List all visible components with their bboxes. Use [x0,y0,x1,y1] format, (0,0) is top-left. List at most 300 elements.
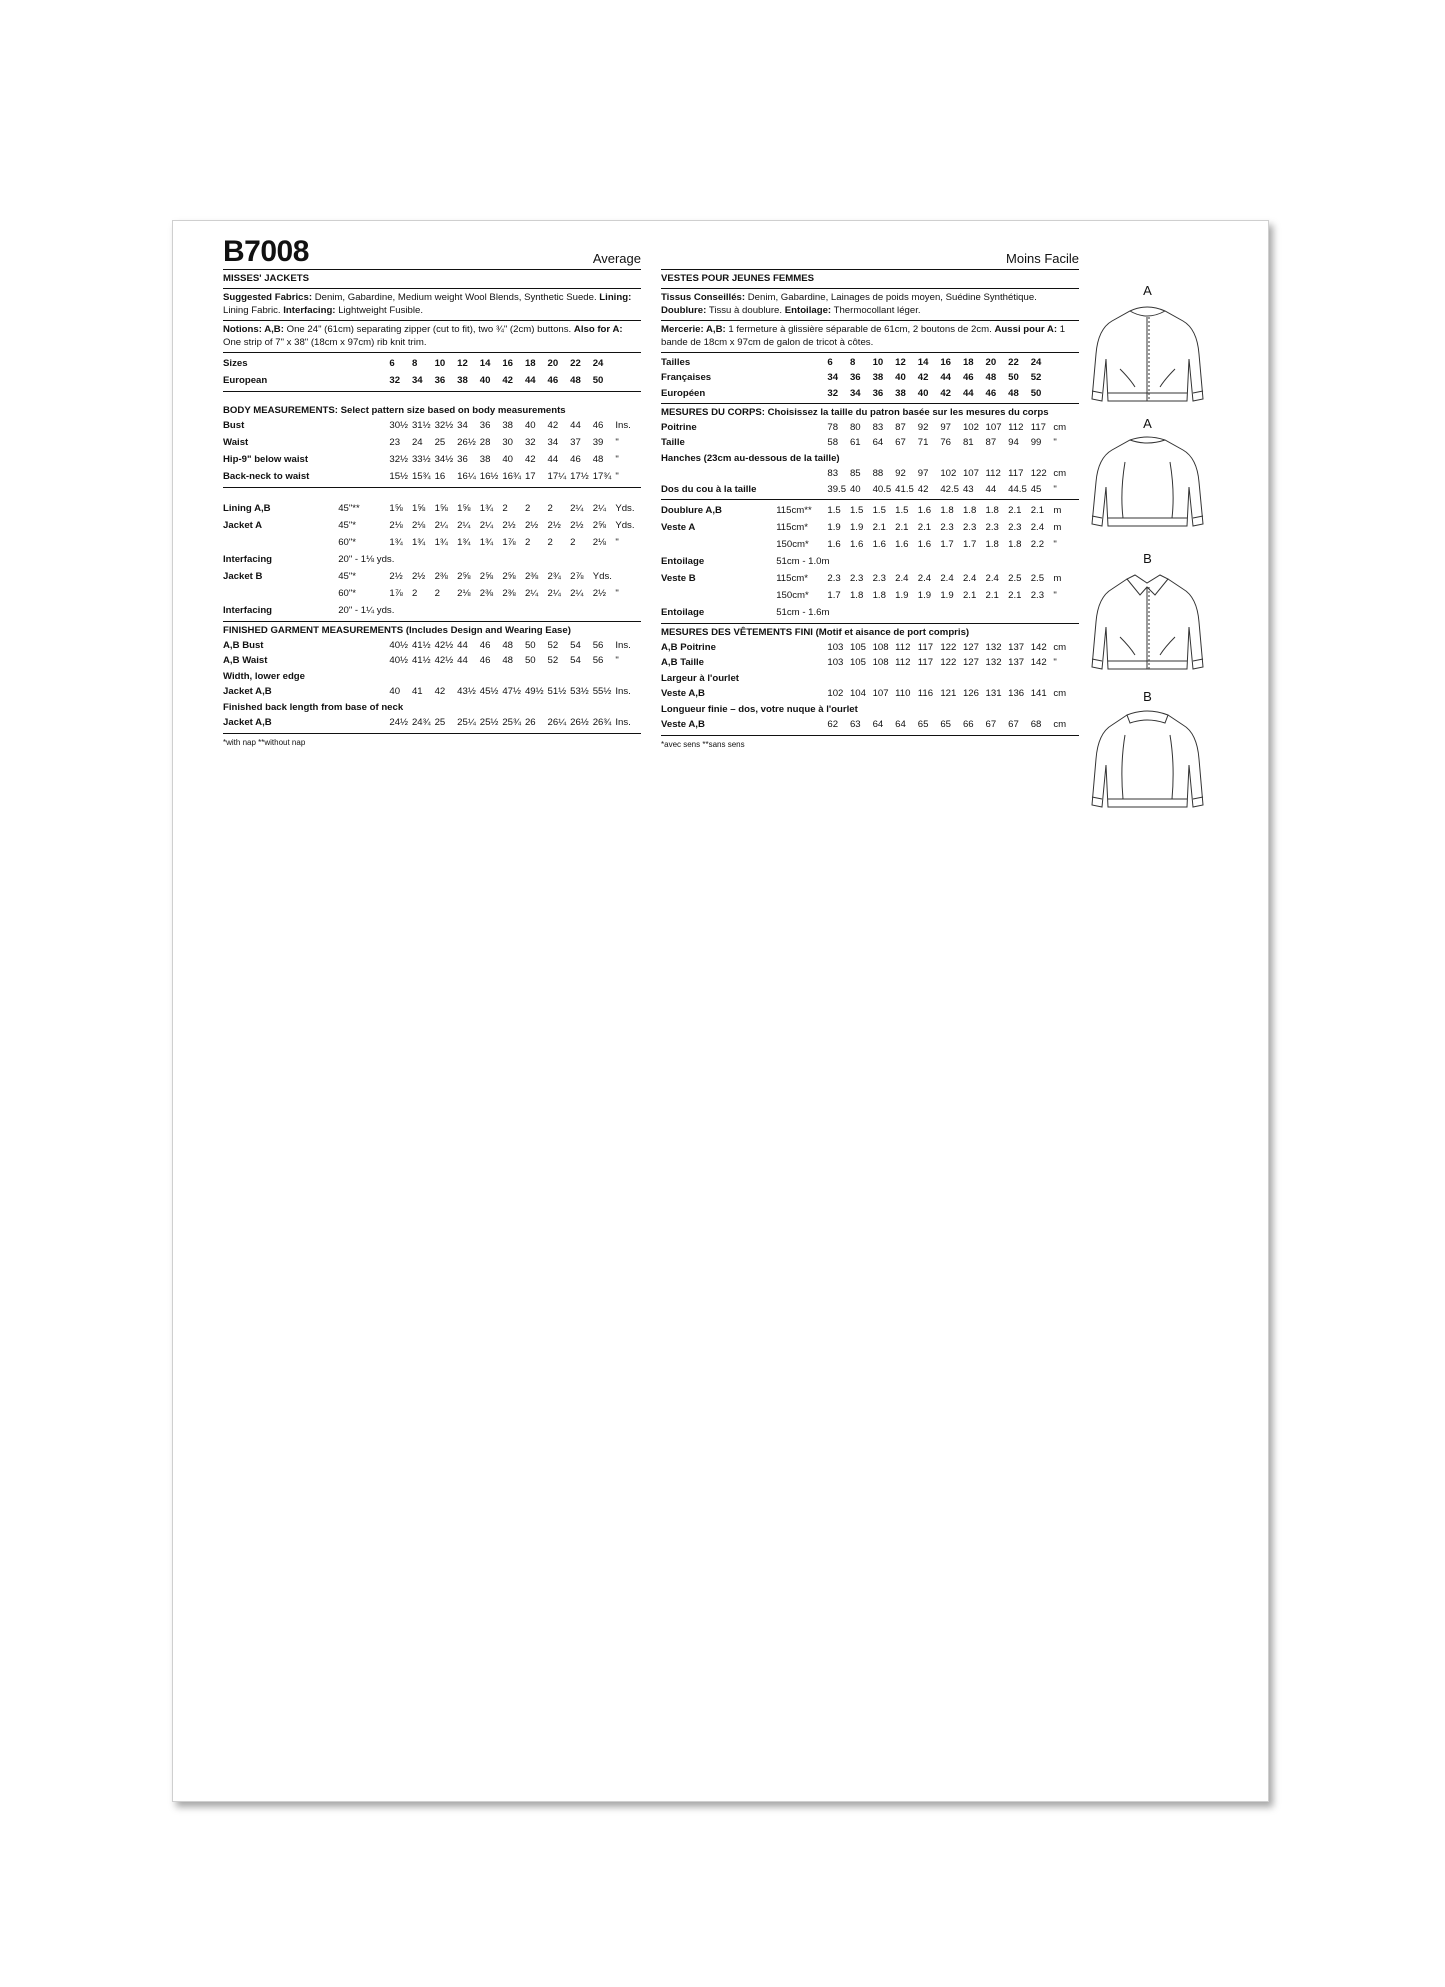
table-cell: 2.1 [962,590,977,601]
table-cell [338,468,389,485]
french-column [661,221,1079,749]
table-cell: 115cm* [776,573,809,584]
table-cell: 25 [434,717,446,728]
table-cell: 44.5 [1008,483,1027,495]
table-cell: 81 [962,437,974,448]
table-cell [1053,370,1079,386]
table-cell: 2⅛ [592,537,607,548]
sizes-section-fr [661,353,1079,405]
table-cell: 34 [849,387,861,399]
view-letter: B [1143,689,1152,704]
table-cell: 2¼ [479,520,494,531]
table-cell: 24½ [389,717,409,728]
table-cell: 31½ [411,420,431,431]
also-text-fr: 1 bande de 18cm x 97cm de galon de tricot à côtes. [661,323,1066,348]
row-label: Jacket A,B [223,717,272,728]
table-cell: 26¼ [547,717,567,728]
table-cell: 112 [895,641,911,653]
row-label: Waist [223,437,249,448]
row-label: A,B Bust [223,639,264,651]
table-cell: 2 [411,588,418,599]
row-label: Interfacing [223,605,273,616]
table-cell: 117 [1008,468,1024,479]
table-cell: 2½ [547,520,561,531]
table-cell: 16½ [479,471,499,482]
table-cell [615,568,641,585]
table-cell: 26½ [457,437,476,448]
table-cell: 34 [457,420,468,431]
table-cell [338,355,389,372]
table-cell: 2.1 [1008,590,1022,601]
table-cell: 16¾ [502,471,522,482]
table-cell: 2.1 [895,522,909,533]
table-cell: 2 [434,588,440,599]
table-cell [776,355,827,371]
table-cell: 38 [895,387,906,399]
row-label: Veste A,B [661,719,705,730]
table-cell: 103 [827,657,844,668]
table-cell: " [1053,590,1057,601]
table-cell: 1.6 [872,539,886,550]
footnote-fr: *avec sens **sans sens [661,739,745,749]
body-measurements-table-fr [661,420,1079,498]
body-measurements-section [223,402,641,489]
table-row [223,372,641,389]
table-row [661,536,1079,553]
table-cell: 41 [411,686,423,697]
yardage-section [223,498,641,622]
table-cell: 17¾ [592,471,612,482]
table-cell [338,653,389,669]
notions-label: Notions: A,B: [223,323,284,335]
table-row [223,417,641,434]
table-row [223,551,641,568]
table-cell: 60"* [338,537,356,548]
table-cell: 20" - 1¼ yds. [338,605,395,616]
table-cell: 104 [849,688,866,699]
table-cell: 2¼ [592,503,607,514]
table-cell: 2¼ [524,588,539,599]
table-cell: " [615,454,619,465]
table-cell: " [615,471,619,482]
table-cell: 1.8 [849,590,864,601]
table-cell: 1.5 [827,505,841,516]
table-cell: cm [1053,719,1067,730]
table-cell: 115cm** [776,505,812,516]
table-row [661,640,1079,656]
table-cell: 48 [502,639,514,651]
table-cell: 14 [479,357,491,369]
table-cell: 32½ [434,420,454,431]
table-row [661,686,1079,702]
table-cell [776,435,827,451]
interfacing-label-fr: Entoilage: [784,305,832,316]
table-cell: 58 [827,437,839,448]
table-cell: 43 [962,483,974,495]
table-cell: 1¾ [457,537,471,548]
table-cell: 2.4 [1030,522,1045,533]
table-cell: 46 [479,655,491,666]
finished-measurements-table [223,638,641,731]
table-cell: 2¼ [547,588,561,599]
table-cell: " [1053,437,1057,448]
table-row [223,684,641,700]
table-cell: 2¼ [570,588,584,599]
table-cell: 2½ [502,520,516,531]
table-cell: 94 [1008,437,1019,448]
table-row [223,602,641,619]
table-cell: 40 [895,372,906,383]
notions-text: One 24" (61cm) separating zipper (cut to fit), two ¾" (2cm) buttons. [286,323,572,335]
table-cell: 40.5 [872,483,892,495]
table-cell: 1.8 [962,505,977,516]
table-cell: 38 [479,454,491,465]
table-cell: 2¼ [434,520,448,531]
table-cell: 37 [570,437,581,448]
table-cell [338,372,389,389]
row-label: Jacket A [223,520,263,531]
table-cell: 141 [1030,688,1047,699]
table-cell: 24 [592,357,604,369]
table-cell: 2 [570,537,576,548]
table-cell: 2⅝ [502,571,516,582]
table-cell: 54 [570,655,581,666]
table-cell: 1⅞ [502,537,516,548]
row-label: Jacket A,B [223,686,272,697]
table-cell: 2.4 [917,573,932,584]
table-cell: 36 [479,420,491,431]
table-cell: 2½ [570,520,584,531]
table-cell: " [615,437,619,448]
table-cell: 50 [1008,372,1019,383]
row-label: Largeur à l'ourlet [661,672,739,684]
table-cell: 50 [592,374,604,386]
table-cell: m [1053,505,1062,516]
jacket-b-back-icon [1085,705,1210,820]
table-cell: 45"* [338,520,356,531]
table-cell: Ins. [615,686,631,697]
table-cell: 34 [547,437,559,448]
table-cell: 50 [524,639,536,651]
row-label: Européen [661,387,706,399]
table-cell: 1⅝ [411,503,426,514]
table-row [223,355,641,372]
table-cell: 17¼ [547,471,567,482]
table-cell: 24 [1030,356,1042,368]
table-cell: 67 [1008,719,1019,730]
table-cell: 2.3 [827,573,841,584]
table-cell: 2⅝ [457,571,471,582]
table-cell: 42 [547,420,559,431]
table-cell [776,686,827,702]
row-label: Sizes [223,357,248,369]
jacket-a-front-icon [1085,299,1210,414]
table-cell: 122 [940,657,957,668]
table-cell: 2.3 [1030,590,1045,601]
table-cell [615,372,641,389]
table-cell: 16 [940,356,952,368]
english-header [223,221,641,270]
row-label: Entoilage [661,556,705,567]
table-cell [338,715,389,731]
table-cell: 1⅝ [389,503,403,514]
row-label: Longueur finie – dos, votre nuque à l'ourlet [661,703,858,715]
table-row [661,519,1079,536]
table-cell: 107 [962,468,979,479]
table-cell: 2⅛ [457,588,471,599]
table-cell: 44 [524,374,536,386]
table-cell: Yds. [615,520,635,531]
table-row [661,502,1079,519]
view-a-front [1085,283,1210,419]
table-cell: 67 [895,437,906,448]
table-cell: 42 [917,483,929,495]
table-cell: 108 [872,641,889,653]
table-cell: 2.3 [872,573,886,584]
table-cell: 46 [570,454,581,465]
footnote: *with nap **without nap [223,737,306,747]
table-cell: 2⅝ [479,571,494,582]
table-cell: 56 [592,655,604,666]
table-cell: 63 [849,719,861,730]
view-a-back [1085,416,1210,542]
table-cell: 18 [524,357,536,369]
lining-label-fr: Doublure: [661,305,707,316]
table-cell: 112 [1008,421,1024,433]
row-label: Hip-9" below waist [223,454,309,465]
table-cell: 110 [895,688,911,699]
fabrics-label-fr: Tissus Conseillés: [661,291,746,303]
table-cell: 48 [1008,387,1019,399]
table-cell: 20 [985,356,997,368]
table-cell: 44 [547,454,559,465]
row-label: Finished back length from base of neck [223,701,404,713]
table-cell: 16¼ [457,471,476,482]
table-row [223,585,641,602]
table-cell: 44 [457,655,468,666]
table-cell: 41.5 [895,483,914,495]
table-cell: 64 [872,719,884,730]
table-cell: 112 [985,468,1001,479]
table-cell: 51cm - 1.6m [776,607,830,618]
table-cell: 30 [502,437,514,448]
row-label: Back-neck to waist [223,471,310,482]
interfacing-text: Lightweight Fusible. [338,305,423,316]
table-cell: Yds. [592,571,612,582]
table-cell: 40 [389,686,401,697]
table-cell: " [1053,483,1057,495]
table-cell: 55½ [592,686,612,697]
table-cell: 2⅛ [411,520,426,531]
table-cell: 44 [985,483,997,495]
table-cell: 45"** [338,503,360,514]
yardage-table-fr [661,502,1079,621]
table-cell: 46 [547,374,559,386]
notions-label-fr: Mercerie: A,B: [661,323,726,335]
table-cell: 2.1 [917,522,932,533]
table-cell: 105 [849,641,866,653]
table-cell: 1.7 [962,539,977,550]
table-cell: 87 [895,421,906,433]
table-cell: 117 [917,657,934,668]
table-cell: 80 [849,421,861,433]
table-cell: m [1053,522,1062,533]
table-cell: 2 [524,537,531,548]
table-cell: 2 [502,503,508,514]
table-cell: 2.3 [940,522,954,533]
french-header [661,221,1079,270]
table-cell: 52 [1030,372,1042,383]
difficulty-level-fr: Moins Facile [1006,251,1079,266]
table-cell: 2.1 [985,590,999,601]
table-row [223,534,641,551]
notions-section [223,321,641,353]
table-cell: 66 [962,719,974,730]
table-cell: 38 [457,374,468,386]
table-cell: 2.5 [1030,573,1045,584]
table-row [661,671,1079,687]
row-label: Veste B [661,573,696,584]
table-cell: 64 [895,719,906,730]
row-label: A,B Poitrine [661,641,716,653]
table-cell: cm [1053,641,1067,653]
pattern-envelope-back [172,220,1269,1802]
table-cell: 112 [895,657,911,668]
table-cell: 1.6 [849,539,864,550]
table-cell [776,420,827,436]
table-cell: 39.5 [827,483,847,495]
table-cell: cm [1053,468,1067,479]
table-cell: 2.3 [962,522,977,533]
table-cell: 1⅝ [457,503,471,514]
table-cell: 2⅜ [502,588,516,599]
table-cell: 23 [389,437,401,448]
table-cell: 46 [962,372,974,383]
table-cell: 15½ [389,471,409,482]
table-cell: 150cm* [776,539,809,550]
table-cell: Ins. [615,639,631,651]
row-label: A,B Taille [661,657,705,668]
table-cell [1053,355,1079,371]
table-cell: 142 [1030,641,1047,653]
fabrics-section-fr [661,289,1079,321]
finished-measurements-header-fr: MESURES DES VÊTEMENTS FINI (Motif et aisance de port compris) [661,627,970,638]
table-cell: 131 [985,688,1002,699]
table-cell: 1.8 [985,539,999,550]
table-cell: 2¾ [547,571,561,582]
table-row [661,355,1079,371]
table-cell: 102 [962,421,979,433]
table-cell [776,370,827,386]
table-row [661,717,1079,733]
table-cell: 41½ [411,655,431,666]
table-cell: 1.9 [827,522,841,533]
table-cell: " [1053,539,1057,550]
body-measurements-section-fr [661,404,1079,500]
notions-section-fr [661,321,1079,353]
table-cell: 1.5 [872,505,886,516]
fabrics-text: Denim, Gabardine, Medium weight Wool Blends, Synthetic Suede. [314,291,597,303]
table-row [661,655,1079,671]
table-cell: 45½ [479,686,499,697]
table-cell: 56 [592,639,604,651]
body-measurements-header: BODY MEASUREMENTS: Select pattern size based on body measurements [223,404,566,416]
row-label: A,B Waist [223,655,268,666]
table-cell [776,655,827,671]
table-cell: 107 [985,421,1002,433]
table-cell: 40 [524,420,536,431]
table-cell: 41½ [411,639,431,651]
table-cell: 2.4 [940,573,954,584]
body-measurements-header-fr: MESURES DU CORPS: Choisissez la taille du patron basée sur les mesures du corps [661,407,1049,418]
table-cell: 2.4 [985,573,999,584]
table-row [223,434,641,451]
also-label: Also for A: [573,323,623,335]
table-cell: 132 [985,641,1002,653]
lining-text: Lining Fabric. [223,305,281,316]
table-cell: 48 [985,372,997,383]
table-cell: 107 [872,688,889,699]
table-cell: 52 [547,655,559,666]
lining-label: Lining: [599,291,632,303]
pattern-code: B7008 [223,235,309,268]
finished-measurements-section [223,622,641,734]
table-cell [776,466,827,482]
table-row [223,517,641,534]
table-cell: 6 [389,357,395,369]
table-cell: 42½ [434,639,454,651]
table-cell: 16 [434,471,446,482]
table-cell: 28 [479,437,491,448]
table-cell: 47½ [502,686,522,697]
table-row [223,715,641,731]
table-cell: 2.4 [895,573,909,584]
table-cell: 45"* [338,571,356,582]
table-cell: 78 [827,421,839,433]
table-cell: 117 [917,641,934,653]
table-cell: 44 [457,639,468,651]
table-cell: 122 [940,641,957,653]
table-cell: 24¾ [411,717,431,728]
row-label: Bust [223,420,245,431]
table-cell: 26 [524,717,536,728]
table-row [661,466,1079,482]
table-cell: 102 [827,688,844,699]
finished-measurements-header: FINISHED GARMENT MEASUREMENTS (Includes Design and Wearing Ease) [223,625,571,636]
table-cell: 2⅜ [524,571,539,582]
table-cell: 43½ [457,686,476,697]
table-cell: 15¾ [411,471,431,482]
table-cell: 32 [524,437,536,448]
table-cell: 32 [827,387,839,399]
table-cell: 20" - 1⅛ yds. [338,554,395,565]
table-cell: 1.8 [872,590,886,601]
row-label: Doublure A,B [661,505,722,516]
table-cell: 2 [524,503,531,514]
table-cell: 2⅛ [389,520,403,531]
table-cell: 24 [411,437,423,448]
sizes-section [223,353,641,392]
table-cell: 142 [1030,657,1047,668]
table-cell: Yds. [615,503,635,514]
table-cell: 122 [1030,468,1047,479]
table-cell: 34 [411,374,423,386]
table-cell [776,386,827,402]
table-cell: 85 [849,468,861,479]
table-cell: 103 [827,641,844,653]
table-cell: 2¼ [570,503,584,514]
lining-text-fr: Tissu à doublure. [708,305,783,316]
